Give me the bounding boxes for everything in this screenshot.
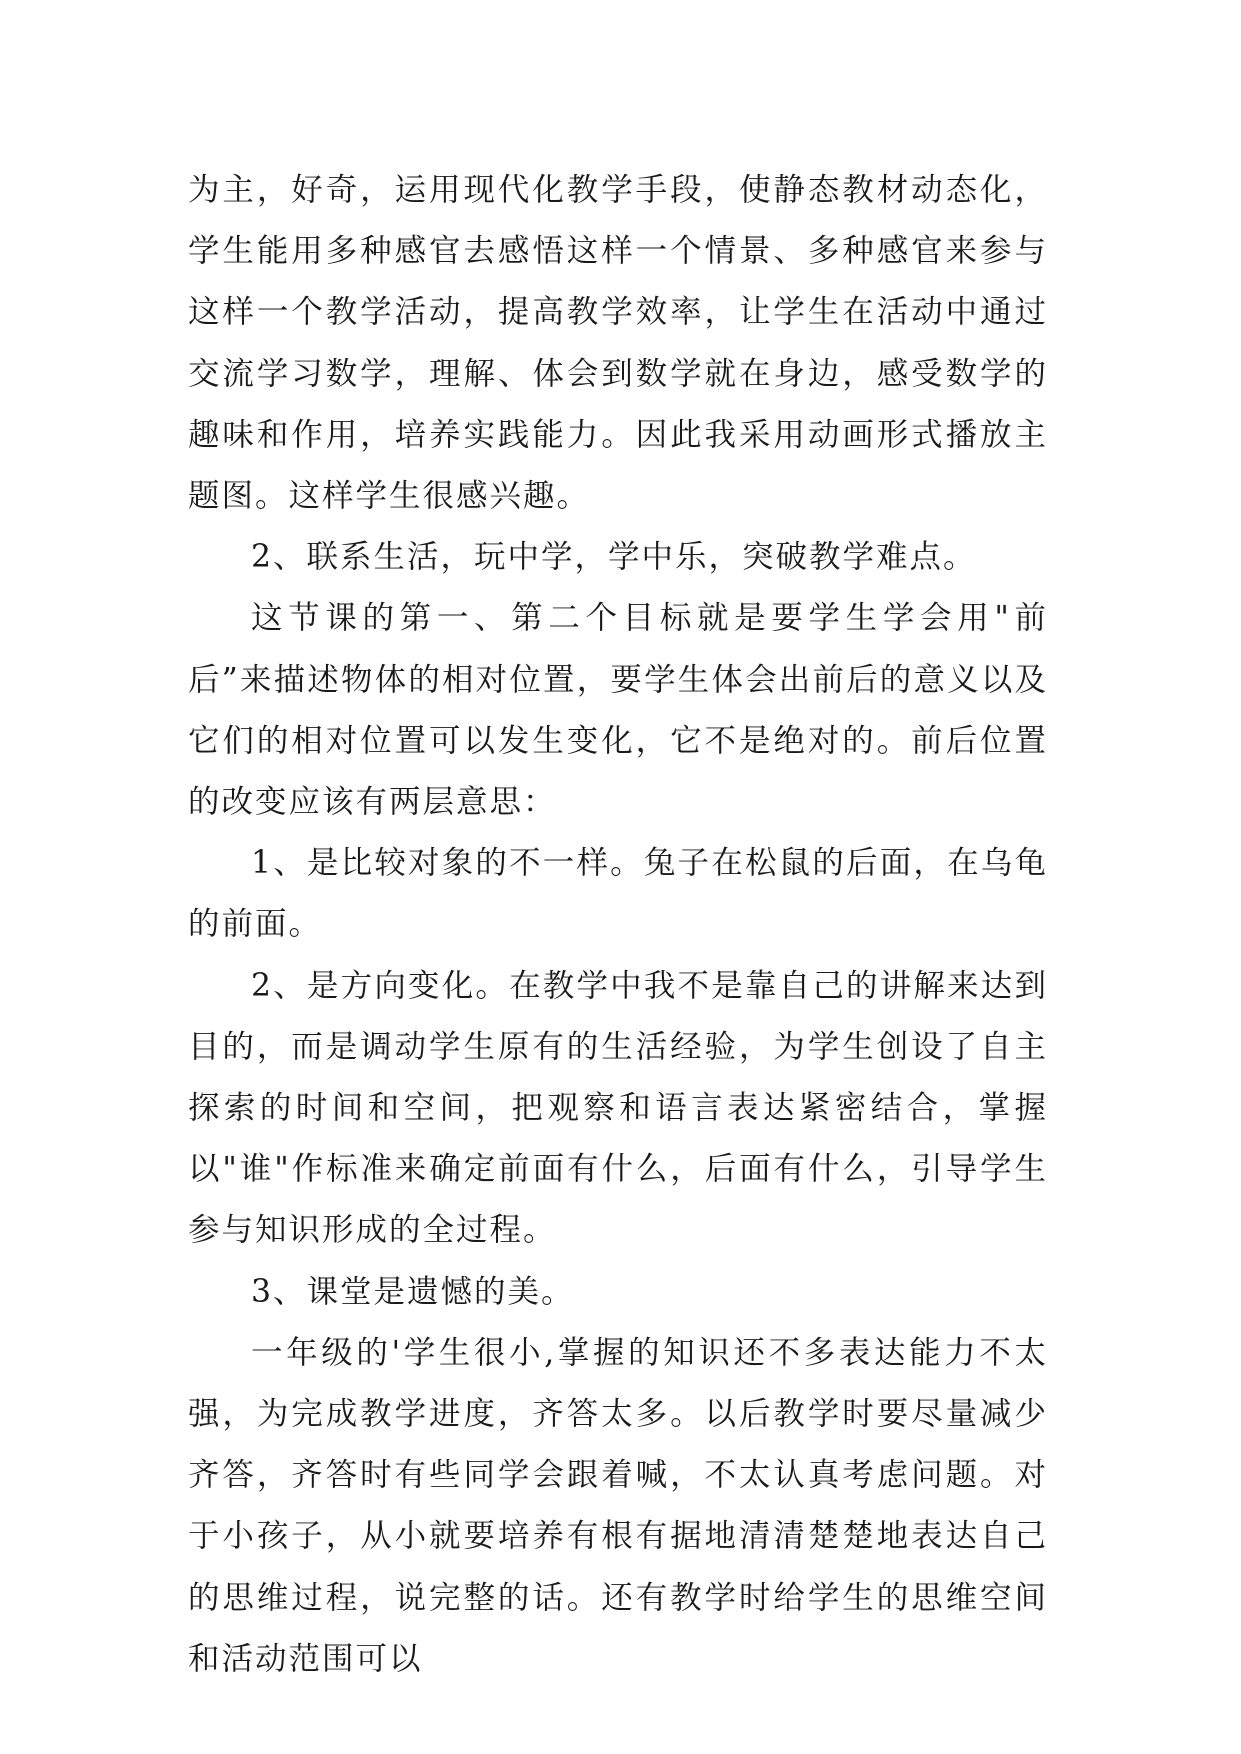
paragraph-heading-3: 3、课堂是遗憾的美。 bbox=[251, 1273, 575, 1310]
paragraph-heading-2: 2、联系生活，玩中学，学中乐，突破教学难点。 bbox=[251, 539, 977, 576]
paragraph: 这节课的第一、第二个目标就是要学生学会用"前后”来描述物体的相对位置，要学生体会出前后的意义以及它们的相对位置可以发生变化，它不是绝对的。前后位置的改变应该有两层意思： bbox=[188, 600, 1048, 821]
paragraph: 一年级的'学生很小,掌握的知识还不多表达能力不太强，为完成教学进度，齐答太多。以后教学时要尽量减少齐答，齐答时有些同学会跟着喊，不太认真考虑问题。对于小孩子，从小就要培养有根有据地清清楚楚地表达自己的思维过程，说完整的话。还有教学时给学生的思维空间和活动范围可以 bbox=[188, 1334, 1048, 1677]
paragraph-continued: 为主，好奇，运用现代化教学手段，使静态教材动态化，学生能用多种感官去感悟这样一个情景、多种感官来参与这样一个教学活动，提高教学效率，让学生在活动中通过交流学习数学，理解、体会到数学就在身边，感受数学的趣味和作用，培养实践能力。因此我采用动画形式播放主题图。这样学生很感兴趣。 bbox=[188, 172, 1048, 515]
paragraph-point-1: 1、是比较对象的不一样。兔子在松鼠的后面，在乌龟的前面。 bbox=[188, 845, 1048, 943]
paragraph-point-2: 2、是方向变化。在教学中我不是靠自己的讲解来达到目的，而是调动学生原有的生活经验，为学生创设了自主探索的时间和空间，把观察和语言表达紧密结合，掌握以"谁"作标准来确定前面有什么，后面有什么，引导学生参与知识形成的全过程。 bbox=[188, 967, 1048, 1249]
document-body bbox=[188, 160, 1048, 1690]
